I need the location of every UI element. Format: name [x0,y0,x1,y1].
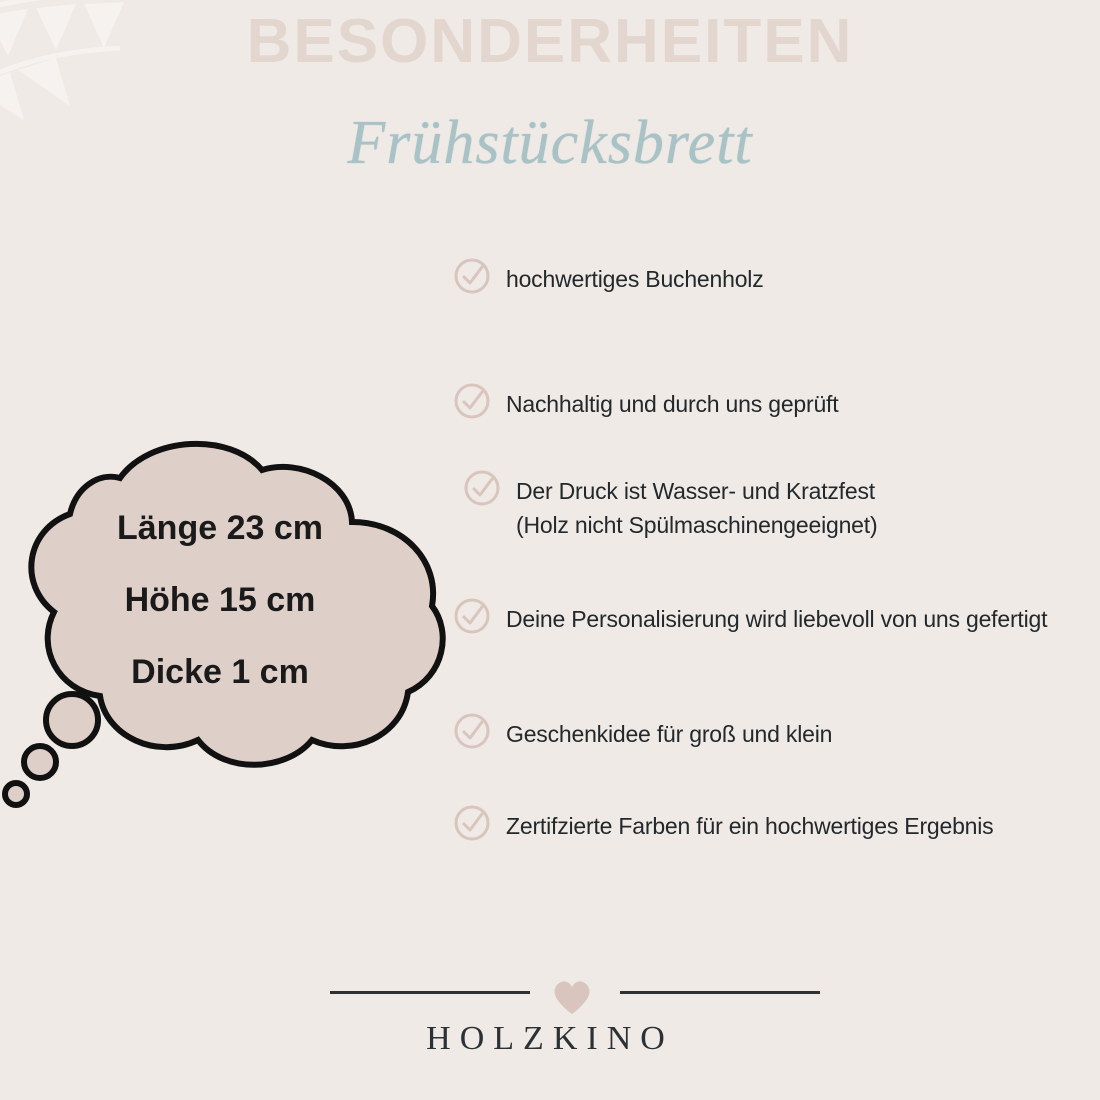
footer-divider [0,972,1100,1012]
list-item [452,717,832,751]
list-item-label: Zertifzierte Farben für ein hochwertiges Ergebnis [506,813,994,839]
dimension-height: Höhe 15 cm [124,581,316,619]
list-item-label [516,474,877,542]
check-circle-icon [452,381,492,421]
thought-cloud-icon [0,418,480,818]
list-item [452,602,1047,636]
dimension-length: Länge 23 cm [117,509,323,547]
divider-line-right [620,991,820,994]
dimensions-cloud [0,418,480,818]
list-item-line1: Der Druck ist Wasser- und Kratzfest [516,478,875,504]
divider-line-left [330,991,530,994]
list-item [452,387,838,421]
check-circle-icon [452,256,492,296]
page-title: BESONDERHEITEN [246,7,854,76]
list-item [452,809,994,843]
list-item [452,262,764,296]
dimension-thickness: Dicke 1 cm [131,653,309,691]
list-item-label: Geschenkidee für groß und klein [506,721,833,747]
list-item-label: hochwertiges Buchenholz [506,266,764,292]
heart-icon [550,977,594,1017]
list-item-line2: (Holz nicht Spülmaschinengeeignet) [516,512,878,538]
list-item-label: Nachhaltig und durch uns geprüft [506,391,839,417]
list-item-label: Deine Personalisierung wird liebevoll von uns gefertigt [506,606,1048,632]
list-item [462,474,877,542]
brand-name: HOLZKINO [426,1020,674,1057]
page-subtitle: Frühstücksbrett [347,109,753,177]
